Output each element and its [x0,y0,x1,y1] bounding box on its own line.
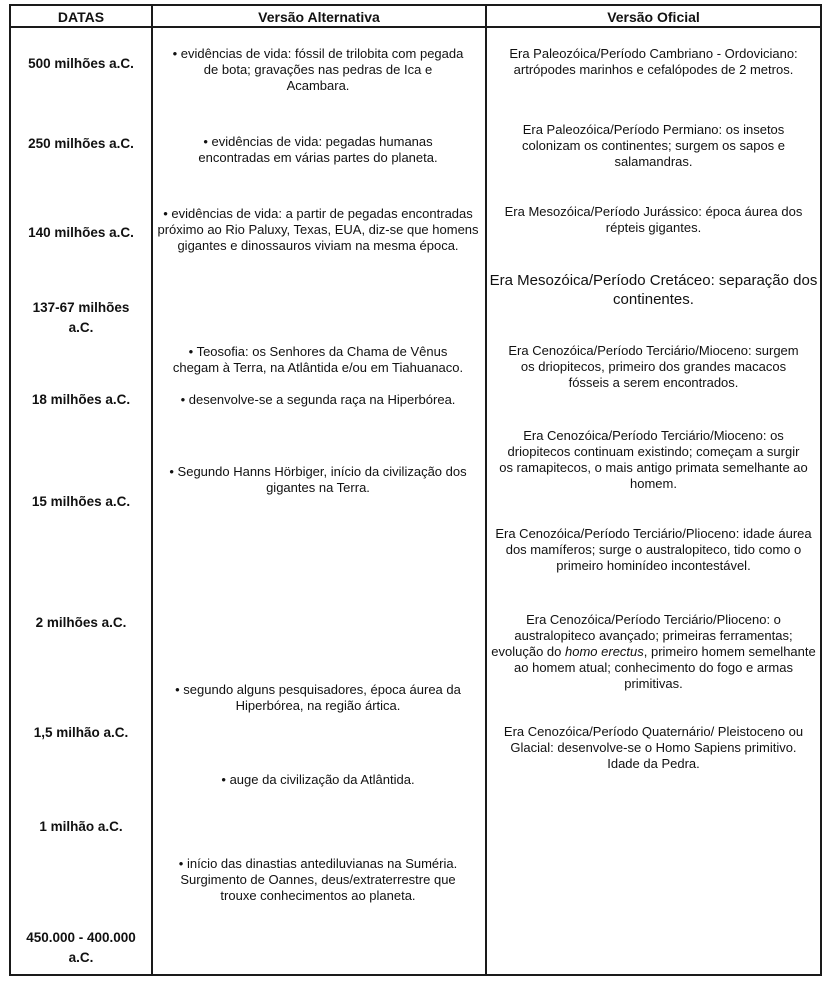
date-cell: 15 milhões a.C. [31,494,131,509]
alternative-entry: • auge da civilização da Atlântida. [221,772,415,787]
official-entry-text: , primeiro homem semelhante ao homem atual; conhecimento do fogo e armas primitivas. [514,644,816,691]
date-cell: 500 milhões a.C. [28,56,134,71]
date-cell: 450.000 - 400.000 a.C. [26,930,136,965]
date-cell: 1,5 milhão a.C. [33,725,129,740]
official-entry: Era Cenozóica/Período Terciário/Plioceno: idade áurea dos mamíferos; surge o australopiteco, tido como o primeiro hominídeo incontestável. [495,526,812,573]
date-cell: 18 milhões a.C. [31,392,131,407]
date-cell: 137-67 milhões a.C. [32,300,130,335]
official-entry: Era Mesozóica/Período Jurássico: época áurea dos répteis gigantes. [504,204,803,235]
date-cell: 1 milhão a.C. [39,819,123,834]
alternative-entry: • evidências de vida: fóssil de trilobita com pegada de bota; gravações nas pedras de Ica e Acambara. [172,46,464,93]
official-entry-italic: homo erectus [565,644,644,659]
official-entry-text: Era Cenozóica/Período Terciário/Plioceno: o australopiteco avançado; primeiras ferramentas; evolução do [491,612,793,659]
alternative-entry: • Teosofia: os Senhores da Chama de Vênus chegam à Terra, na Atlântida e/ou em Tiahuanaco. [172,344,464,375]
header-official: Versão Oficial [487,6,820,28]
official-entry: Era Cenozóica/Período Terciário/Mioceno: surgem os driopitecos, primeiro dos grandes macacos fósseis a serem encontrados. [508,343,799,390]
header-dates: DATAS [11,6,151,28]
alternative-entry: • evidências de vida: pegadas humanas encontradas em várias partes do planeta. [198,134,438,165]
date-cell: 250 milhões a.C. [28,136,134,151]
official-entry: Era Paleozóica/Período Cambriano - Ordoviciano: artrópodes marinhos e cefalópodes de 2 metros. [509,46,798,77]
official-entry: Era Paleozóica/Período Permiano: os insetos colonizam os continentes; surgem os sapos e salamandras. [521,122,786,169]
official-entry: Era Mesozóica/Período Cretáceo: separação dos continentes. [489,272,818,308]
alternative-entry: • desenvolve-se a segunda raça na Hiperbórea. [180,392,456,407]
official-entry: Era Cenozóica/Período Terciário/Mioceno: os driopitecos continuam existindo; começam a surgir os ramapitecos, o mais antigo primata semelhante ao homem. [499,428,808,491]
alternative-entry: • Segundo Hanns Hörbiger, início da civilização dos gigantes na Terra. [169,464,467,495]
official-entry: Era Cenozóica/Período Quaternário/ Pleistoceno ou Glacial: desenvolve-se o Homo Sapiens primitivo. Idade da Pedra. [503,724,804,771]
date-cell: 140 milhões a.C. [28,225,134,240]
official-entry [487,612,820,692]
alternative-entry: • início das dinastias antediluvianas na Suméria. Surgimento de Oannes, deus/extraterrestre que trouxe conhecimentos ao planeta. [178,856,458,903]
date-cell: 2 milhões a.C. [35,615,127,630]
header-alternative: Versão Alternativa [153,6,485,28]
alternative-entry: • evidências de vida: a partir de pegadas encontradas próximo ao Rio Paluxy, Texas, EUA, diz-se que homens gigantes e dinossauros viviam na mesma época. [157,206,479,253]
alternative-entry: • segundo alguns pesquisadores, época áurea da Hiperbórea, na região ártica. [175,682,461,713]
timeline-table [9,4,822,976]
